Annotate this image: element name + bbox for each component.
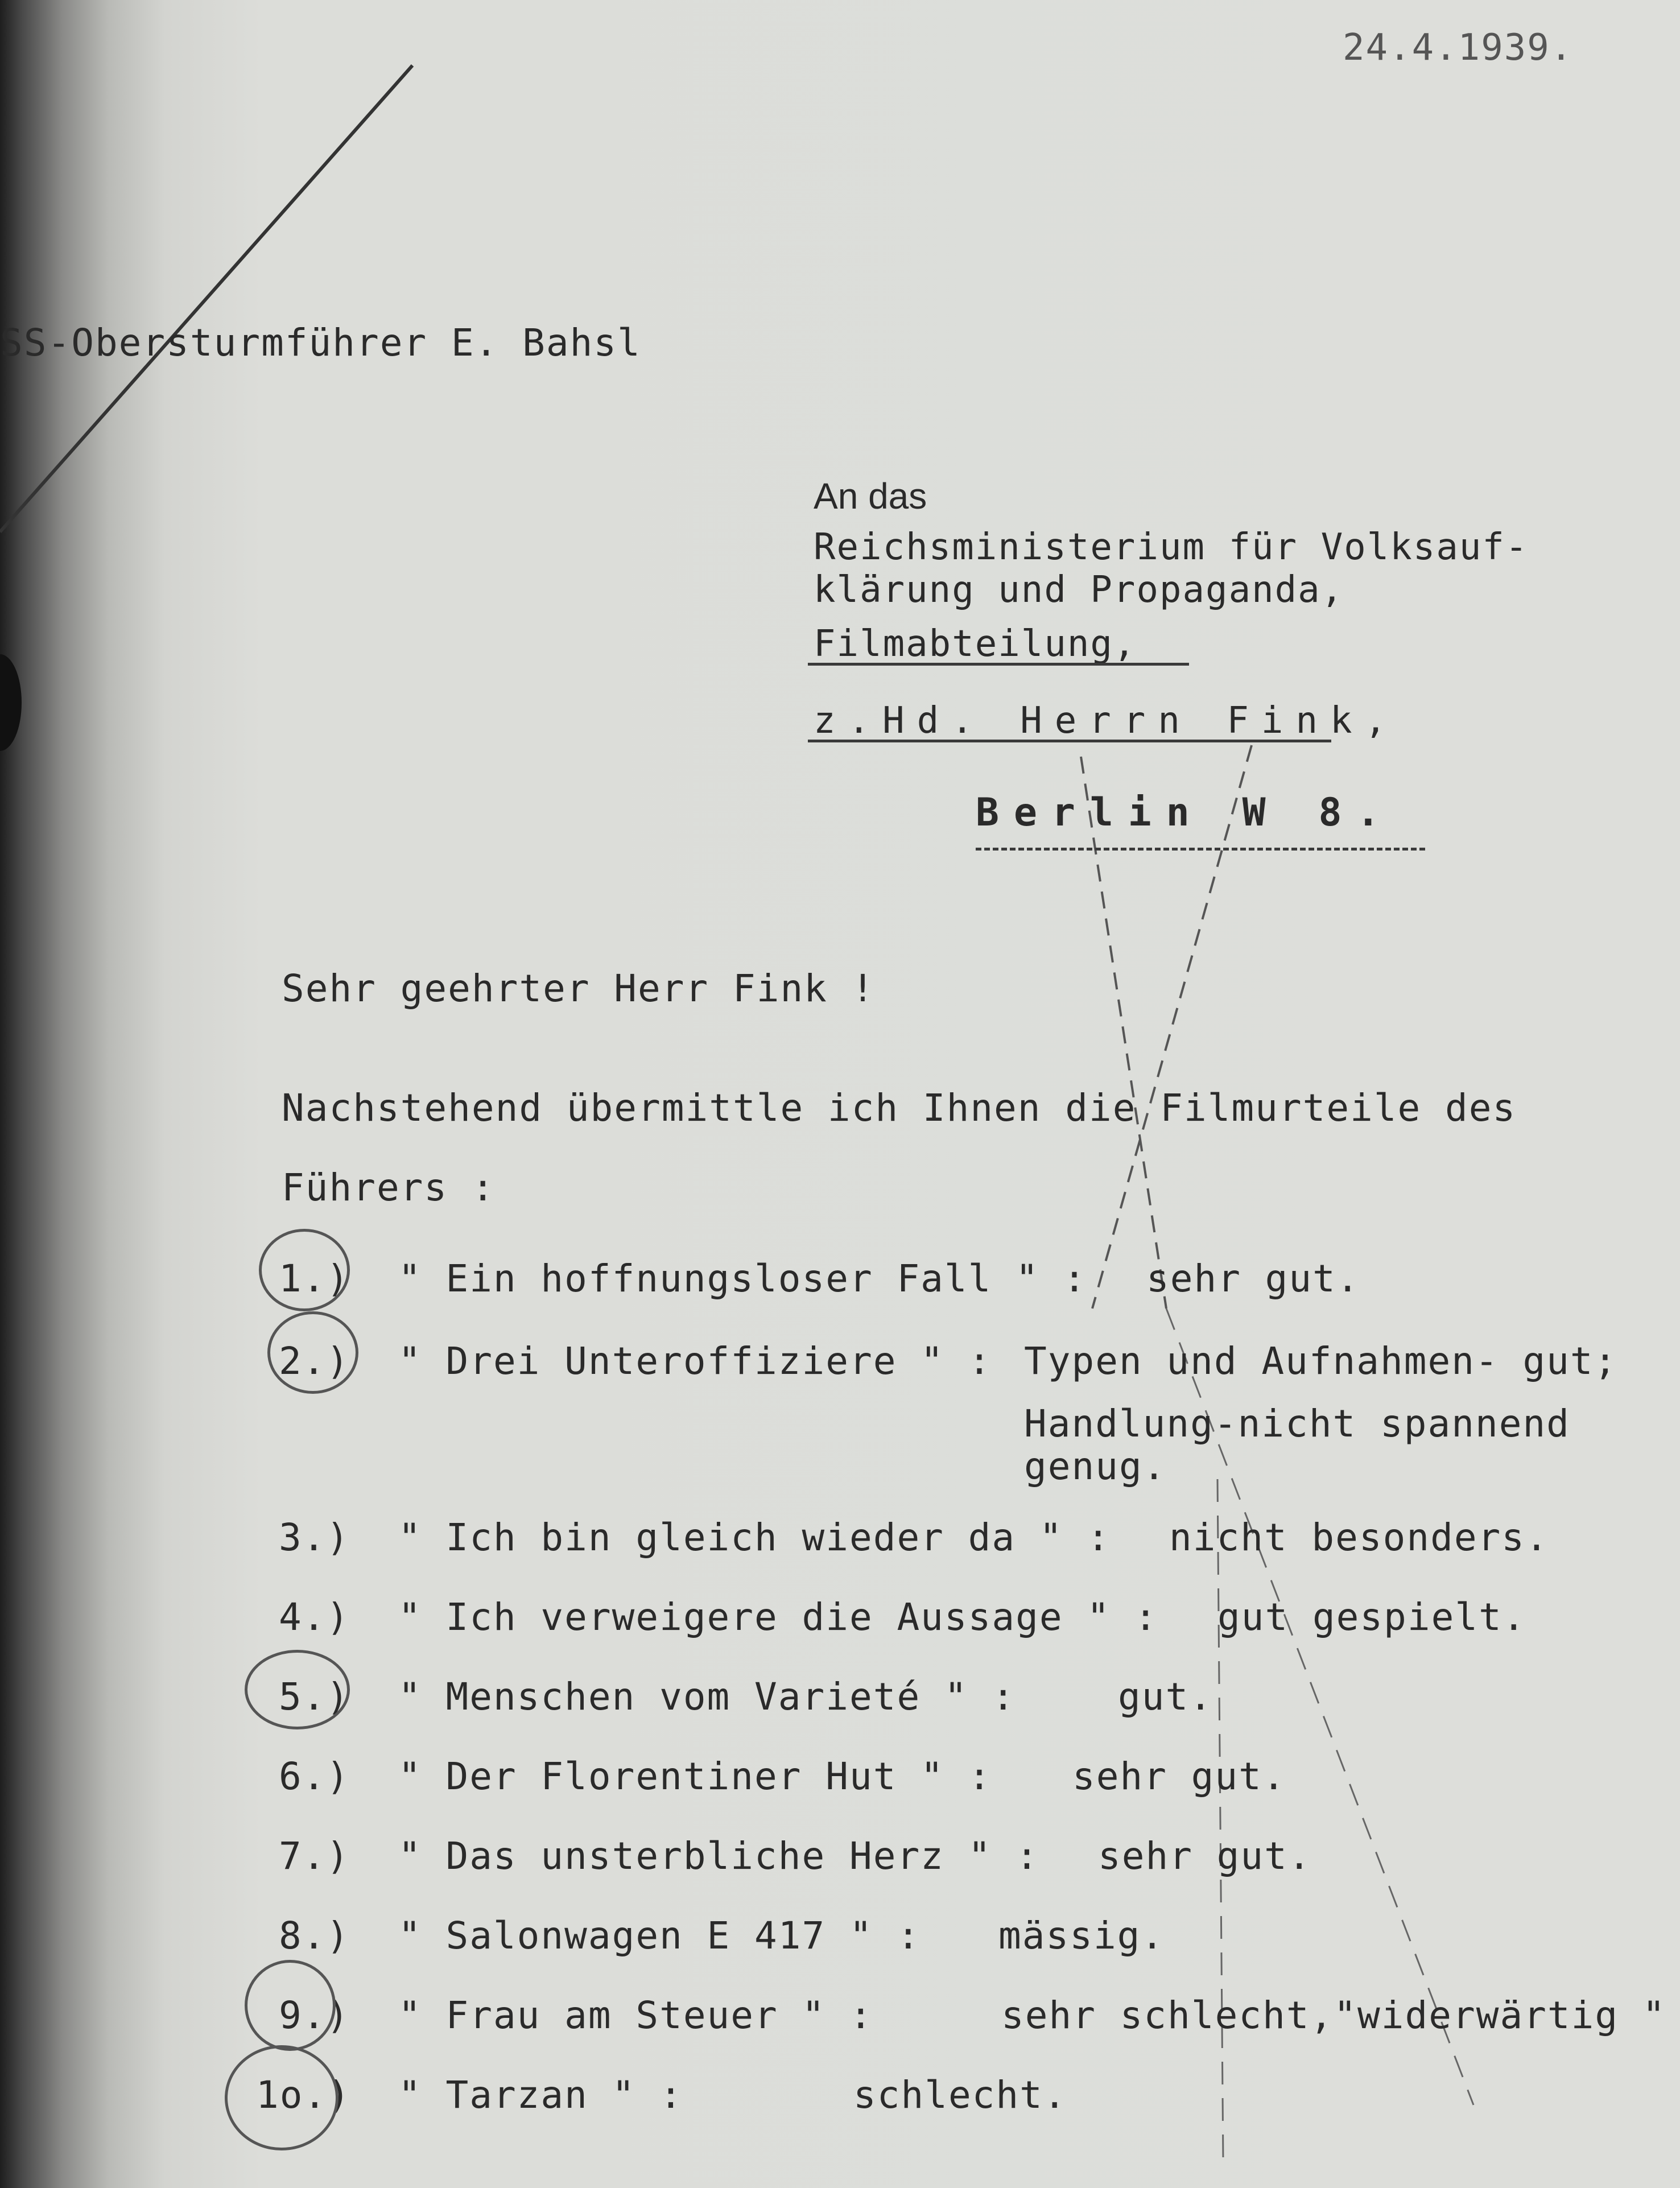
film-verdict-line-2: Handlung-nicht spannend — [1024, 1402, 1570, 1446]
film-title: " Menschen vom Varieté " : — [398, 1675, 1016, 1719]
film-title: " Ich bin gleich wieder da " : — [398, 1516, 1111, 1559]
film-verdict: gut gespielt. — [1217, 1595, 1526, 1639]
cross-line-1 — [1081, 757, 1166, 1308]
film-verdict: sehr schlecht,"widerwärtig " — [1001, 1993, 1666, 2037]
film-verdict: schlecht. — [853, 2073, 1067, 2117]
sender-line: SS-Obersturmführer E. Bahsl — [0, 321, 641, 365]
film-number: 7.) — [279, 1834, 350, 1878]
recipient-city: Berlin W 8. — [976, 790, 1395, 835]
pen-circle-5 — [245, 1650, 350, 1729]
pen-circle-9 — [245, 1960, 336, 2051]
film-verdict: nicht besonders. — [1169, 1516, 1549, 1559]
film-verdict-line-3: genug. — [1024, 1444, 1167, 1488]
film-title: " Der Florentiner Hut " : — [398, 1754, 992, 1798]
cross-line-4 — [1217, 1479, 1223, 2162]
film-number: 3.) — [279, 1516, 350, 1559]
pen-circle-2 — [267, 1311, 358, 1394]
film-number: 6.) — [279, 1754, 350, 1798]
film-verdict: Typen und Aufnahmen- gut; — [1024, 1339, 1618, 1383]
recipient-line-4: Filmabteilung, — [814, 623, 1137, 665]
pen-circle-1 — [259, 1229, 350, 1311]
film-verdict: sehr gut. — [1146, 1257, 1360, 1301]
underline-filmabteilung — [808, 663, 1189, 666]
pen-circle-10 — [225, 2045, 339, 2150]
punch-hole — [0, 654, 22, 751]
film-title: " Tarzan " : — [398, 2073, 683, 2117]
film-verdict: sehr gut. — [1072, 1754, 1286, 1798]
film-title: " Salonwagen E 417 " : — [398, 1914, 921, 1958]
film-number: 2.) — [279, 1339, 350, 1383]
film-verdict: gut. — [1118, 1675, 1213, 1719]
recipient-line-5: z.Hd. Herrn Fink, — [814, 700, 1400, 742]
film-title: " Das unsterbliche Herz " : — [398, 1834, 1039, 1878]
film-number: 1.) — [279, 1257, 350, 1301]
film-number: 8.) — [279, 1914, 350, 1958]
recipient-line-1: An das — [814, 476, 927, 517]
underline-attention — [808, 740, 1331, 742]
film-title: " Ich verweigere die Aussage " : — [398, 1595, 1158, 1639]
document-date: 24.4.1939. — [1343, 27, 1574, 69]
film-number: 5.) — [279, 1675, 350, 1719]
film-number: 1o.) — [256, 2073, 351, 2117]
film-verdict: mässig. — [998, 1914, 1165, 1958]
film-title: " Ein hoffnungsloser Fall " : — [398, 1257, 1087, 1301]
intro-line-2: Führers : — [282, 1166, 496, 1209]
recipient-line-2: Reichsministerium für Volksauf- — [814, 526, 1529, 568]
recipient-line-3: klärung und Propaganda, — [814, 569, 1344, 611]
film-title: " Drei Unteroffiziere " : — [398, 1339, 992, 1383]
film-number: 4.) — [279, 1595, 350, 1639]
film-verdict: sehr gut. — [1098, 1834, 1312, 1878]
film-title: " Frau am Steuer " : — [398, 1993, 873, 2037]
underline-city — [976, 848, 1425, 851]
diagonal-pen-stroke — [0, 65, 412, 532]
film-number: 9.) — [279, 1993, 350, 2037]
intro-line-1: Nachstehend übermittle ich Ihnen die Filmurteile des — [282, 1086, 1517, 1130]
salutation: Sehr geehrter Herr Fink ! — [282, 967, 876, 1010]
